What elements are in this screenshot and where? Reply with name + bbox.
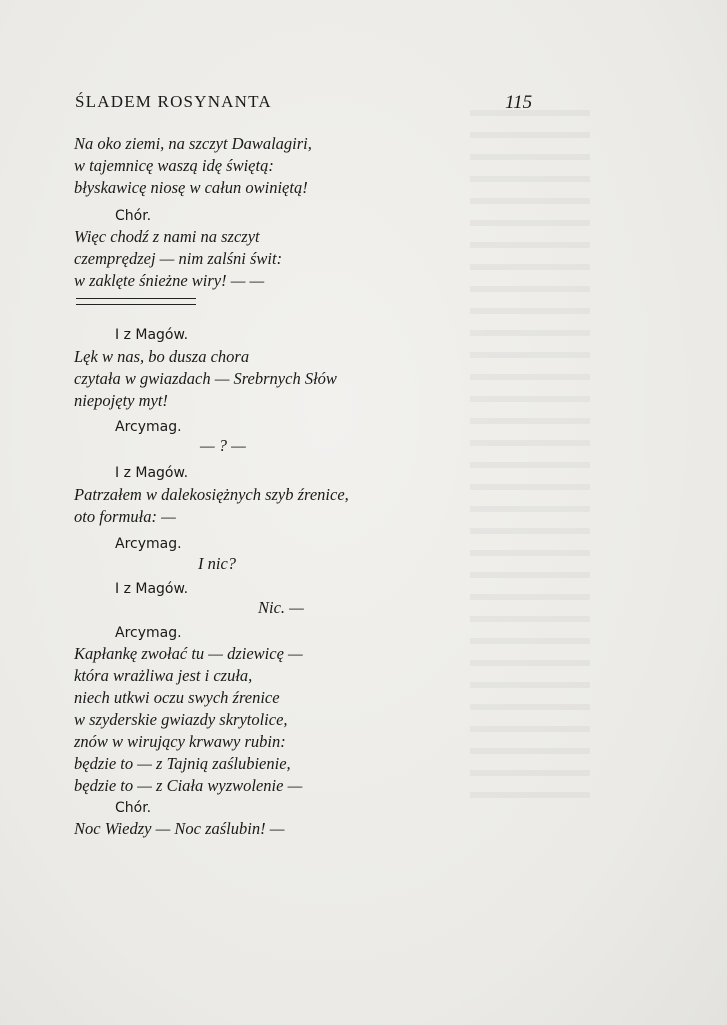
speaker-archmage-3: Arcymag. [115, 625, 182, 641]
speaker-mage-1: I z Magów. [115, 327, 189, 343]
section-divider [76, 298, 196, 305]
running-header-title: ŚLADEM ROSYNANTA [75, 92, 272, 111]
stanza-5-line-5: znów w wirujący krwawy rubin: [74, 732, 286, 751]
stanza-6-line-1: Noc Wiedzy — Noc zaślubin! — [74, 819, 285, 838]
speaker-archmage-1: Arcymag. [115, 419, 182, 435]
stanza-4-line-2: oto formuła: — [74, 507, 176, 526]
stanza-1-line-1: Na oko ziemi, na szczyt Dawalagiri, [74, 134, 312, 153]
stanza-5-line-2: która wrażliwa jest i czuła, [74, 666, 253, 685]
stanza-2-line-1: Więc chodź z nami na szczyt [74, 227, 260, 246]
bleed-through-shadow [470, 110, 590, 810]
stanza-5-line-7: będzie to — z Ciała wyzwolenie — [74, 776, 303, 795]
stanza-3-line-3: niepojęty myt! [74, 391, 168, 410]
speaker-chorus-1: Chór. [115, 208, 152, 224]
speaker-mage-3: I z Magów. [115, 581, 189, 597]
stanza-2-line-3: w zaklęte śnieżne wiry! — — [74, 271, 265, 290]
line-nothing: Nic. — [258, 598, 304, 617]
speaker-chorus-2: Chór. [115, 800, 152, 816]
stanza-5-line-1: Kapłankę zwołać tu — dziewicę — [74, 644, 303, 663]
page-number: 115 [505, 92, 533, 113]
stanza-5-line-3: niech utkwi oczu swych źrenice [74, 688, 280, 707]
stanza-3-line-1: Lęk w nas, bo dusza chora [74, 347, 250, 366]
speaker-mage-2: I z Magów. [115, 465, 189, 481]
stanza-2-line-2: czemprędzej — nim zalśni świt: [74, 249, 283, 268]
stanza-4-line-1: Patrzałem w dalekosiężnych szyb źrenice, [74, 485, 349, 504]
line-and-nothing: I nic? [198, 554, 237, 573]
line-question-dash: — ? — [200, 436, 246, 455]
stanza-1-line-2: w tajemnicę waszą idę świętą: [74, 156, 274, 175]
stanza-5-line-6: będzie to — z Tajnią zaślubienie, [74, 754, 291, 773]
stanza-3-line-2: czytała w gwiazdach — Srebrnych Słów [74, 369, 337, 388]
speaker-archmage-2: Arcymag. [115, 536, 182, 552]
stanza-5-line-4: w szyderskie gwiazdy skrytolice, [74, 710, 288, 729]
stanza-1-line-3: błyskawicę niosę w całun owiniętą! [74, 178, 308, 197]
